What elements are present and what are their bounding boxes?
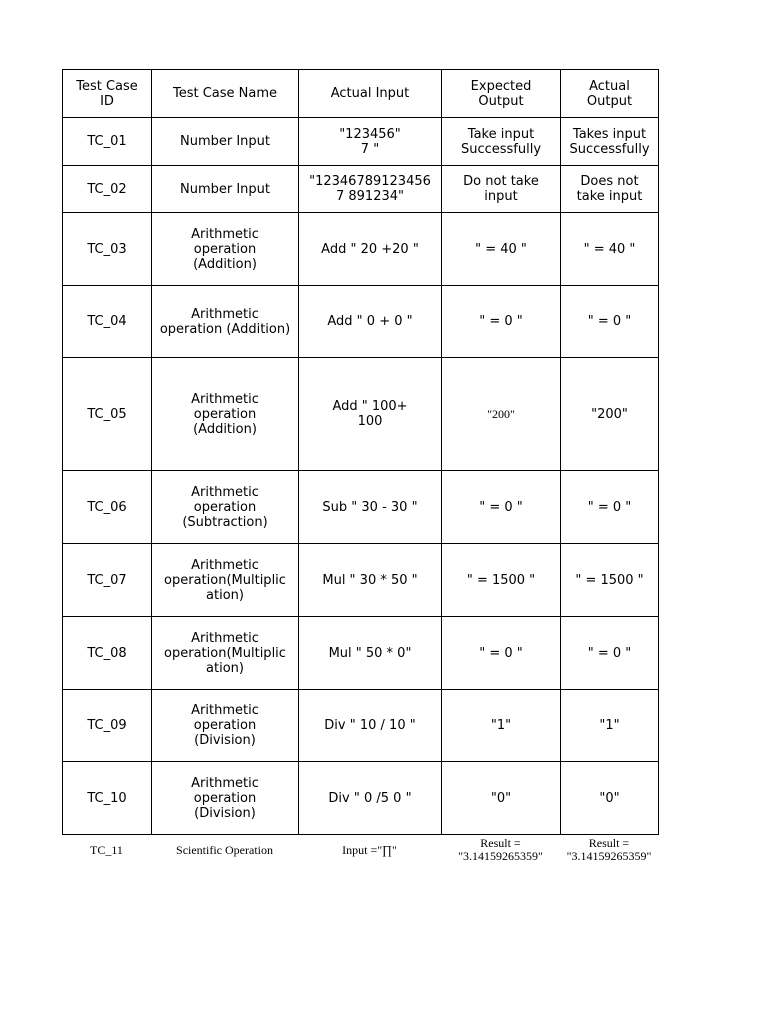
cell-name: Arithmetic operation (Addition) <box>152 358 299 471</box>
cell-expected: " = 1500 " <box>442 544 561 617</box>
cell-input: "12346789123456 7 891234" <box>299 166 442 213</box>
cell-expected: "1" <box>442 690 561 762</box>
cell-id: TC_03 <box>63 213 152 286</box>
cell-expected: " = 0 " <box>442 286 561 358</box>
cell-name: Arithmetic operation(Multiplic ation) <box>152 544 299 617</box>
cell-actual: Takes input Successfully <box>561 118 659 166</box>
cell-actual: " = 0 " <box>561 617 659 690</box>
cell-id: TC_01 <box>63 118 152 166</box>
cell-expected: Result = "3.14159265359" <box>458 836 543 863</box>
cell-id: TC_07 <box>63 544 152 617</box>
cell-input: Input ="∏" <box>342 842 397 857</box>
cell-actual: "200" <box>561 358 659 471</box>
header-actual-output: Actual Output <box>561 70 659 118</box>
cell-input: Mul " 50 * 0" <box>299 617 442 690</box>
cell-name: Scientific Operation <box>176 842 273 857</box>
cell-input: Add " 0 + 0 " <box>299 286 442 358</box>
cell-input: "123456" 7 " <box>299 118 442 166</box>
cell-name: Number Input <box>152 118 299 166</box>
cell-name: Arithmetic operation (Division) <box>152 762 299 835</box>
cell-name: Arithmetic operation (Subtraction) <box>152 471 299 544</box>
table-row <box>63 690 659 762</box>
header-test-case-id: Test Case ID <box>63 70 152 118</box>
cell-actual: Result = "3.14159265359" <box>566 836 652 863</box>
table-row <box>63 617 659 690</box>
cell-expected: "200" <box>442 358 561 471</box>
table-header-row <box>63 70 659 118</box>
cell-expected: "0" <box>442 762 561 835</box>
cell-actual: " = 40 " <box>561 213 659 286</box>
cell-id: TC_02 <box>63 166 152 213</box>
cell-name: Arithmetic operation (Addition) <box>152 213 299 286</box>
table-row <box>63 358 659 471</box>
table-row <box>63 544 659 617</box>
cell-actual: " = 0 " <box>561 286 659 358</box>
cell-id: TC_08 <box>63 617 152 690</box>
table-row <box>63 213 659 286</box>
cell-input: Add " 20 +20 " <box>299 213 442 286</box>
cell-expected: " = 0 " <box>442 617 561 690</box>
cell-expected: Do not take input <box>442 166 561 213</box>
table-row <box>63 471 659 544</box>
test-case-table <box>62 69 659 835</box>
cell-actual: Does not take input <box>561 166 659 213</box>
cell-input: Div " 0 /5 0 " <box>299 762 442 835</box>
cell-id: TC_09 <box>63 690 152 762</box>
table-row <box>63 286 659 358</box>
cell-name: Arithmetic operation (Addition) <box>152 286 299 358</box>
cell-expected: " = 40 " <box>442 213 561 286</box>
cell-expected: Take input Successfully <box>442 118 561 166</box>
cell-input: Mul " 30 * 50 " <box>299 544 442 617</box>
header-actual-input: Actual Input <box>299 70 442 118</box>
cell-id: TC_05 <box>63 358 152 471</box>
cell-id: TC_06 <box>63 471 152 544</box>
cell-input: Add " 100+ 100 <box>299 358 442 471</box>
cell-actual: "1" <box>561 690 659 762</box>
cell-name: Number Input <box>152 166 299 213</box>
cell-actual: " = 1500 " <box>561 544 659 617</box>
cell-actual: "0" <box>561 762 659 835</box>
cell-actual: " = 0 " <box>561 471 659 544</box>
cell-id: TC_10 <box>63 762 152 835</box>
cell-id: TC_04 <box>63 286 152 358</box>
cell-name: Arithmetic operation (Division) <box>152 690 299 762</box>
table-row <box>63 166 659 213</box>
table-row <box>63 762 659 835</box>
header-test-case-name: Test Case Name <box>152 70 299 118</box>
cell-name: Arithmetic operation(Multiplic ation) <box>152 617 299 690</box>
cell-input: Div " 10 / 10 " <box>299 690 442 762</box>
table-row <box>63 118 659 166</box>
cell-expected: " = 0 " <box>442 471 561 544</box>
header-expected-output: Expected Output <box>442 70 561 118</box>
cell-input: Sub " 30 - 30 " <box>299 471 442 544</box>
cell-id: TC_11 <box>90 842 123 857</box>
